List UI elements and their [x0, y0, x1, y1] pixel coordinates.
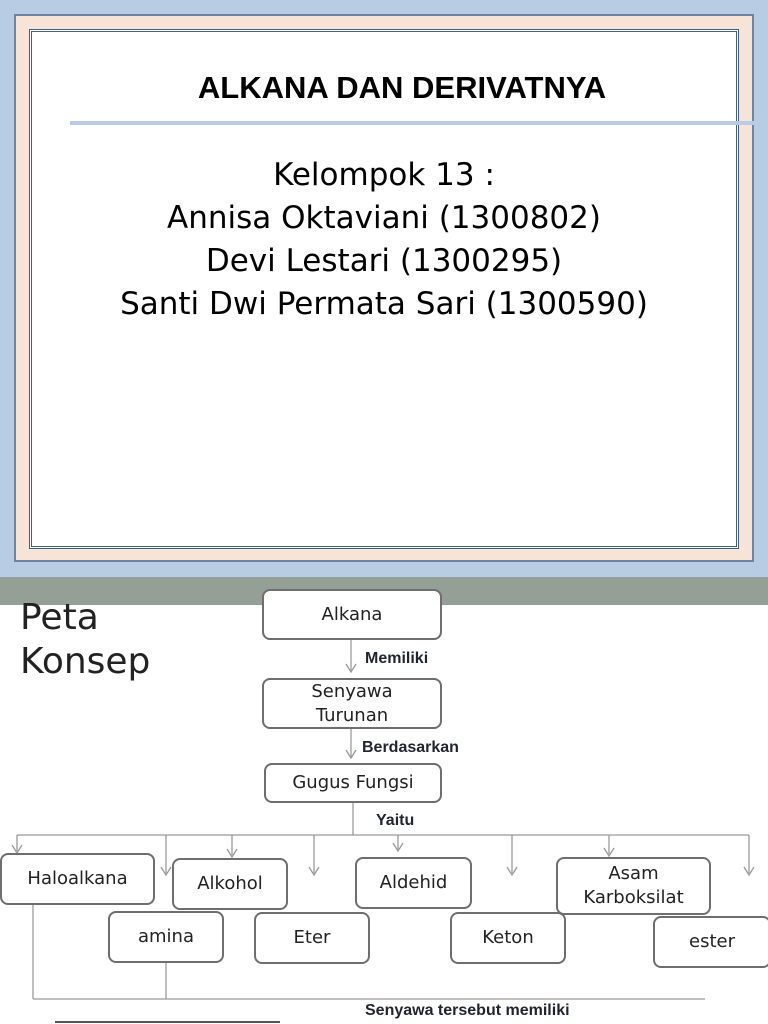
- node-aldehid: Aldehid: [355, 857, 472, 909]
- node-alkana: Alkana: [262, 589, 442, 640]
- node-ester: ester: [653, 916, 768, 968]
- node-haloalkana: Haloalkana: [0, 853, 155, 905]
- slide-title: ALKANA DAN DERIVATNYA: [197, 70, 607, 105]
- node-asam-karboksilat: Asam Karboksilat: [556, 857, 711, 915]
- node-amina: amina: [108, 911, 224, 963]
- node-senyawa-turunan: Senyawa Turunan: [262, 678, 442, 729]
- node-gugus-fungsi: Gugus Fungsi: [264, 763, 442, 803]
- member-1: Annisa Oktaviani (1300802): [167, 200, 601, 236]
- member-2: Devi Lestari (1300295): [205, 243, 563, 279]
- link-label-memiliki: Memiliki: [365, 650, 429, 667]
- node-alkohol: Alkohol: [172, 858, 288, 910]
- concept-map-title-line1: Peta: [20, 597, 99, 638]
- concept-map-title-line2: Konsep: [20, 641, 151, 682]
- node-eter: Eter: [254, 912, 370, 964]
- member-3: Santi Dwi Permata Sari (1300590): [120, 286, 648, 322]
- node-keton: Keton: [450, 912, 566, 964]
- group-heading: Kelompok 13 :: [273, 157, 495, 193]
- link-label-berdasarkan: Berdasarkan: [362, 739, 459, 756]
- link-label-yaitu: Yaitu: [376, 812, 415, 829]
- link-label-senyawa-tersebut: Senyawa tersebut memiliki: [365, 1002, 570, 1019]
